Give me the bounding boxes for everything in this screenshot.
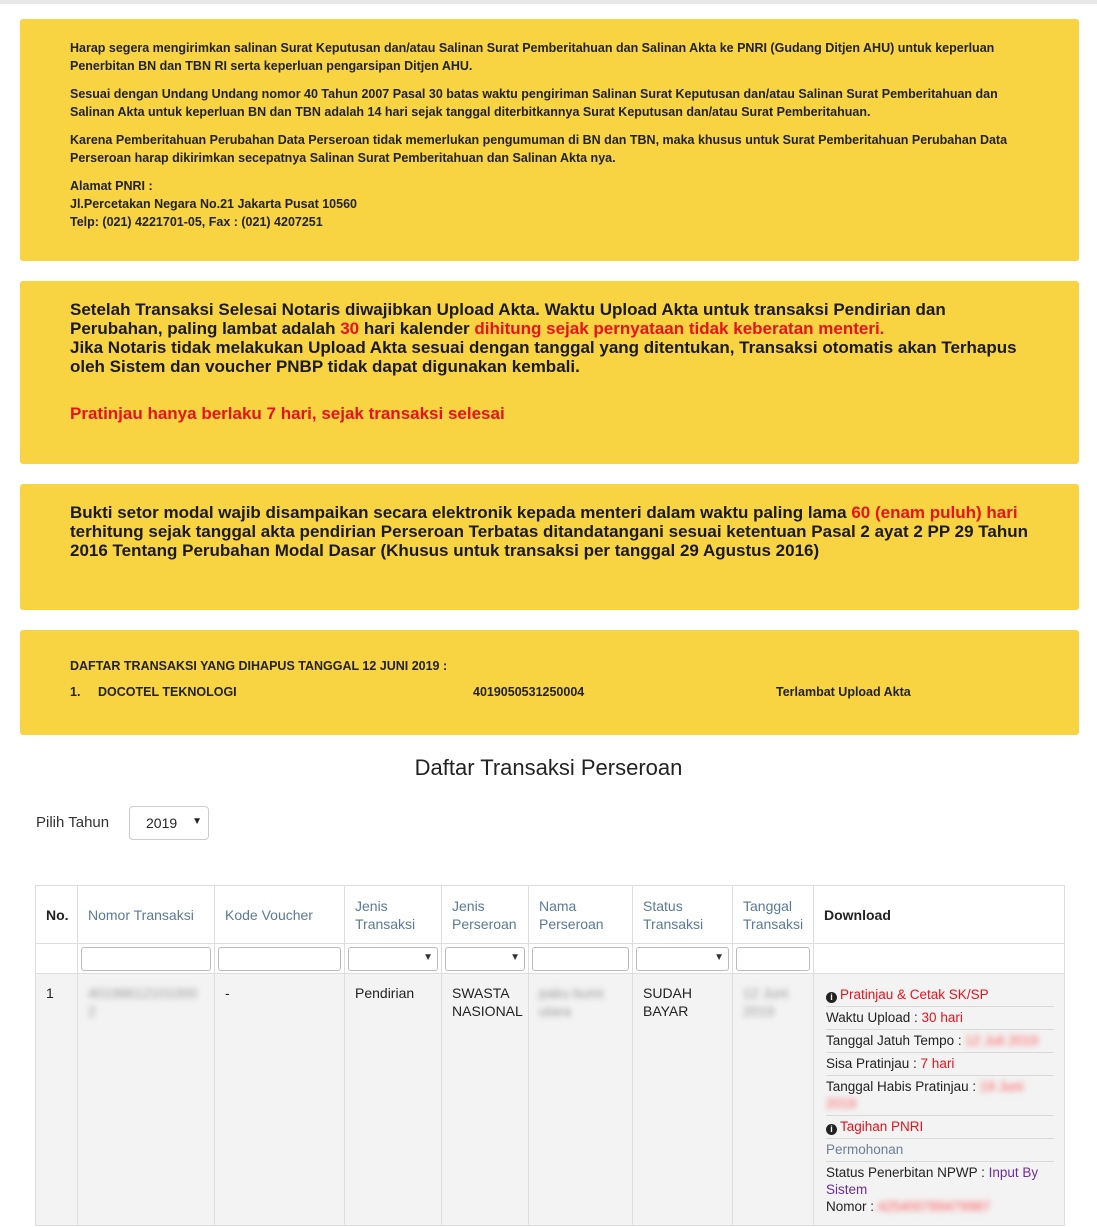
col-nama-perseroan[interactable]: Nama Perseroan (529, 886, 633, 944)
filter-jenis-perseroan-select[interactable] (445, 947, 525, 971)
remaining-preview-label: Sisa Pratinjau : (826, 1056, 921, 1071)
col-no: No. (36, 886, 78, 944)
pnri-invoice-link[interactable] (826, 1116, 1054, 1139)
col-nomor-transaksi[interactable]: Nomor Transaksi (78, 886, 215, 944)
filter-cell-jenis-perseroan (442, 944, 529, 974)
upload-akta-text-red: dihitung sejak pernyataan tidak keberatan menteri. (474, 319, 885, 338)
table-row (36, 974, 1065, 1226)
filter-tanggal-input[interactable] (736, 947, 810, 971)
due-date-item (826, 1030, 1054, 1053)
page-title: Daftar Transaksi Perseroan (414, 755, 683, 780)
info-icon: i (826, 1124, 837, 1135)
row-jenis-transaksi: Pendirian (345, 974, 442, 1226)
row-nama-value: paku bumi utara (539, 985, 604, 1019)
upload-time-item (826, 1007, 1054, 1030)
filter-jenis-transaksi-select[interactable] (348, 947, 438, 971)
row-download (814, 974, 1065, 1226)
modal-setor-text-2: terhitung sejak tanggal akta pendirian Perseroan Terbatas ditandatangani sesuai ketentuan Pasal 2 ayat 2 PP 29 Tahun 2016 Tentang Perubahan Modal Dasar (Khusus untuk transaksi per tanggal 29 Agustus 2016) (70, 522, 1028, 560)
deleted-row-reason: Terlambat Upload Akta (776, 685, 911, 699)
filter-cell-nama (529, 944, 633, 974)
table-header-row (36, 886, 1065, 944)
col-jenis-transaksi[interactable]: Jenis Transaksi (345, 886, 442, 944)
filter-nomor-input[interactable] (81, 947, 211, 971)
upload-time-value: 30 hari (921, 1010, 963, 1025)
pnri-notice-p3: Karena Pemberitahuan Perubahan Data Perseroan tidak memerlukan pengumuman di BN dan TBN, maka khusus untuk Surat Pemberitahuan Perubahan Data Perseroan harap dikirimkan secepatnya Salinan Surat Pemberitahuan dan Salinan Akta nya. (70, 133, 1008, 165)
chevron-down-icon: ▼ (192, 816, 202, 827)
year-select-value: 2019 (146, 815, 178, 831)
pnri-notice-p2: Sesuai dengan Undang Undang nomor 40 Tahun 2007 Pasal 30 batas waktu pengiriman Salinan Surat Keputusan dan/atau Salinan Surat Pemberitahuan dan Salinan Akta untuk keperluan BN dan TBN adalah 14 hari sejak tanggal diterbitkannya Surat Keputusan dan/atau Surat Pemberitahuan. (70, 87, 998, 119)
due-date-value: 12 Juli 2019 (965, 1033, 1039, 1048)
chevron-down-icon: ▼ (423, 951, 433, 963)
pnri-invoice-label: Tagihan PNRI (840, 1119, 924, 1134)
deleted-row-name: DOCOTEL TEKNOLOGI (98, 685, 237, 699)
col-download: Download (814, 886, 1065, 944)
row-nomor-transaksi (78, 974, 215, 1226)
filter-status-select[interactable] (636, 947, 729, 971)
upload-time-label: Waktu Upload : (826, 1010, 922, 1025)
col-status-transaksi[interactable]: Status Transaksi (633, 886, 733, 944)
remaining-preview-value: 7 hari (920, 1056, 955, 1071)
col-jenis-perseroan[interactable]: Jenis Perseroan (442, 886, 529, 944)
filter-cell-kode (215, 944, 345, 974)
modal-setor-days: 60 (enam puluh) hari (851, 503, 1018, 522)
col-tanggal-transaksi[interactable]: Tanggal Transaksi (733, 886, 814, 944)
pnri-notice (20, 19, 1079, 261)
upload-akta-text-2: hari kalender (359, 319, 475, 338)
pnri-address-title: Alamat PNRI : (70, 179, 153, 193)
chevron-down-icon: ▼ (714, 951, 724, 963)
filter-row (36, 944, 1065, 974)
filter-cell-download (814, 944, 1065, 974)
upload-akta-warning: Jika Notaris tidak melakukan Upload Akta sesuai dengan tanggal yang ditentukan, Transaksi otomatis akan Terhapus oleh Sistem dan voucher PNBP tidak dapat digunakan kembali. (70, 338, 1017, 376)
deleted-transactions-notice (20, 630, 1079, 735)
pnri-address-line: Jl.Percetakan Negara No.21 Jakarta Pusat 10560 (70, 197, 357, 211)
pnri-notice-p1: Harap segera mengirimkan salinan Surat Keputusan dan/atau Salinan Surat Pemberitahuan dan Salinan Akta ke PNRI (Gudang Ditjen AHU) untuk keperluan Penerbitan BN dan TBN RI serta keperluan pengarsipan Ditjen AHU. (70, 41, 995, 73)
npwp-status-label: Status Penerbitan NPWP : (826, 1165, 989, 1180)
row-jenis-perseroan: SWASTA NASIONAL (442, 974, 529, 1226)
upload-akta-days: 30 (340, 319, 360, 338)
due-date-label: Tanggal Jatuh Tempo : (826, 1033, 966, 1048)
deleted-row-number: 401905053125000​4 (473, 685, 585, 699)
transactions-table (35, 885, 1065, 1226)
filter-nama-input[interactable] (532, 947, 629, 971)
info-icon: i (826, 992, 837, 1003)
chevron-down-icon: ▼ (510, 951, 520, 963)
row-status-transaksi: SUDAH BAYAR (633, 974, 733, 1226)
modal-setor-text-1: Bukti setor modal wajib disampaikan secara elektronik kepada menteri dalam waktu paling lama (70, 503, 852, 522)
deleted-transaction-row (70, 685, 1029, 705)
npwp-status-value: Input By Sistem (826, 1165, 1039, 1197)
row-tanggal-value: 12 Juni 2019 (743, 985, 789, 1019)
upload-akta-text (70, 300, 1029, 338)
pnri-address-phone: Telp: (021) 4221701-05, Fax : (021) 4207251 (70, 215, 323, 229)
deleted-transactions-title: DAFTAR TRANSAKSI YANG DIHAPUS TANGGAL 12 JUNI 2019 : (70, 659, 448, 673)
npwp-number-value: 425400789479987 (877, 1199, 991, 1214)
preview-validity-text: Pratinjau hanya berlaku 7 hari, sejak transaksi selesai (70, 404, 505, 423)
npwp-status-item (826, 1162, 1054, 1218)
filter-cell-jenis-transaksi (345, 944, 442, 974)
row-nomor-value: 40198612101000​2 (88, 985, 198, 1019)
filter-cell-tanggal (733, 944, 814, 974)
year-filter-label: Pilih Tahun (36, 814, 110, 831)
filter-cell-nomor (78, 944, 215, 974)
row-kode-voucher: - (215, 974, 345, 1226)
modal-setor-notice (20, 484, 1079, 610)
row-nama-perseroan (529, 974, 633, 1226)
npwp-number-label: Nomor : (826, 1199, 878, 1214)
preview-print-link[interactable] (826, 984, 1054, 1007)
col-kode-voucher[interactable]: Kode Voucher (215, 886, 345, 944)
preview-expiry-item (826, 1076, 1054, 1116)
preview-expiry-value: 19 Juni 2019 (826, 1079, 1024, 1111)
year-select[interactable] (129, 806, 209, 840)
remaining-preview-item (826, 1053, 1054, 1076)
filter-kode-input[interactable] (218, 947, 341, 971)
row-tanggal-transaksi (733, 974, 814, 1226)
upload-akta-notice (20, 281, 1079, 464)
preview-expiry-label: Tanggal Habis Pratinjau : (826, 1079, 980, 1094)
row-no: 1 (36, 974, 78, 1226)
request-link[interactable]: Permohonan (826, 1139, 1054, 1162)
filter-cell-no (36, 944, 78, 974)
preview-print-label: Pratinjau & Cetak SK/SP (840, 987, 989, 1002)
filter-cell-status (633, 944, 733, 974)
upload-akta-text-1: Setelah Transaksi Selesai Notaris diwajibkan Upload Akta. Waktu Upload Akta untuk transaksi Pendirian dan Perubahan, paling lambat adalah (70, 300, 946, 338)
deleted-row-no: 1. (70, 685, 81, 699)
